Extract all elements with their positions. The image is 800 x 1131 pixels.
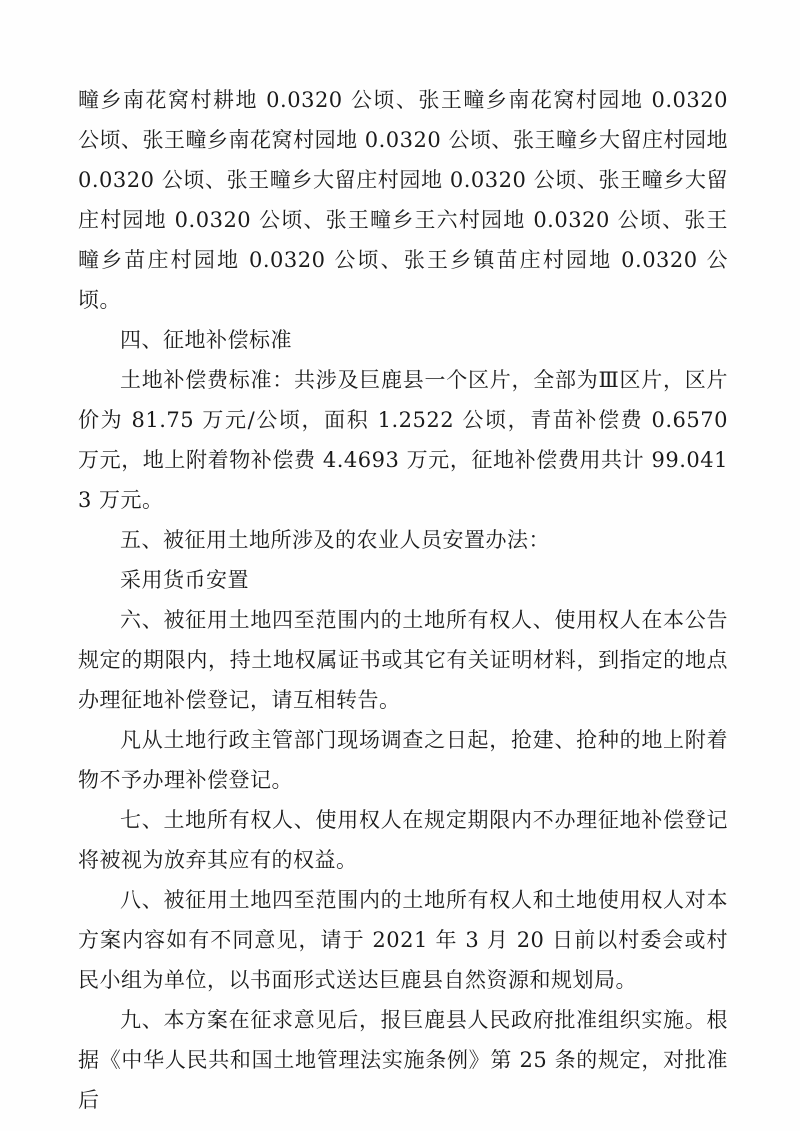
document-body xyxy=(78,80,728,1120)
paragraph-section-6-note: 凡从土地行政主管部门现场调查之日起，抢建、抢种的地上附着物不予办理补偿登记。 xyxy=(78,728,728,792)
paragraph-compensation-standard: 土地补偿费标准：共涉及巨鹿县一个区片，全部为Ⅲ区片，区片价为 81.75 万元/公顷，面积 1.2522 公顷，青苗补偿费 0.6570 万元，地上附着物补偿费 4.4693 万元，征地补偿费用共计 99.0413 万元。 xyxy=(78,368,728,512)
paragraph-section-7: 七、土地所有权人、使用权人在规定期限内不办理征地补偿登记将被视为放弃其应有的权益。 xyxy=(78,808,728,872)
paragraph-section-8: 八、被征用土地四至范围内的土地所有权人和土地使用权人对本方案内容如有不同意见，请于 2021 年 3 月 20 日前以村委会或村民小组为单位，以书面形式送达巨鹿县自然资源和规划局。 xyxy=(78,888,728,992)
paragraph-section-6: 六、被征用土地四至范围内的土地所有权人、使用权人在本公告规定的期限内，持土地权属证书或其它有关证明材料，到指定的地点办理征地补偿登记，请互相转告。 xyxy=(78,608,728,712)
heading-section-4: 四、征地补偿标准 xyxy=(120,328,292,352)
paragraph-section-9: 九、本方案在征求意见后，报巨鹿县人民政府批准组织实施。根据《中华人民共和国土地管理法实施条例》第 25 条的规定，对批准后 xyxy=(78,1008,728,1112)
paragraph-land-list-continued: 疃乡南花窝村耕地 0.0320 公顷、张王疃乡南花窝村园地 0.0320 公顷、张王疃乡南花窝村园地 0.0320 公顷、张王疃乡大留庄村园地 0.0320 公顷、张王疃乡大留庄村园地 0.0320 公顷、张王疃乡大留庄村园地 0.0320 公顷、张王疃乡王六村园地 0.0320 公顷、张王疃乡苗庄村园地 0.0320 公顷、张王乡镇苗庄村园地 0.0320 公顷。 xyxy=(78,88,728,312)
paragraph-resettlement-method: 采用货币安置 xyxy=(120,568,249,592)
heading-section-5: 五、被征用土地所涉及的农业人员安置办法： xyxy=(120,528,550,552)
